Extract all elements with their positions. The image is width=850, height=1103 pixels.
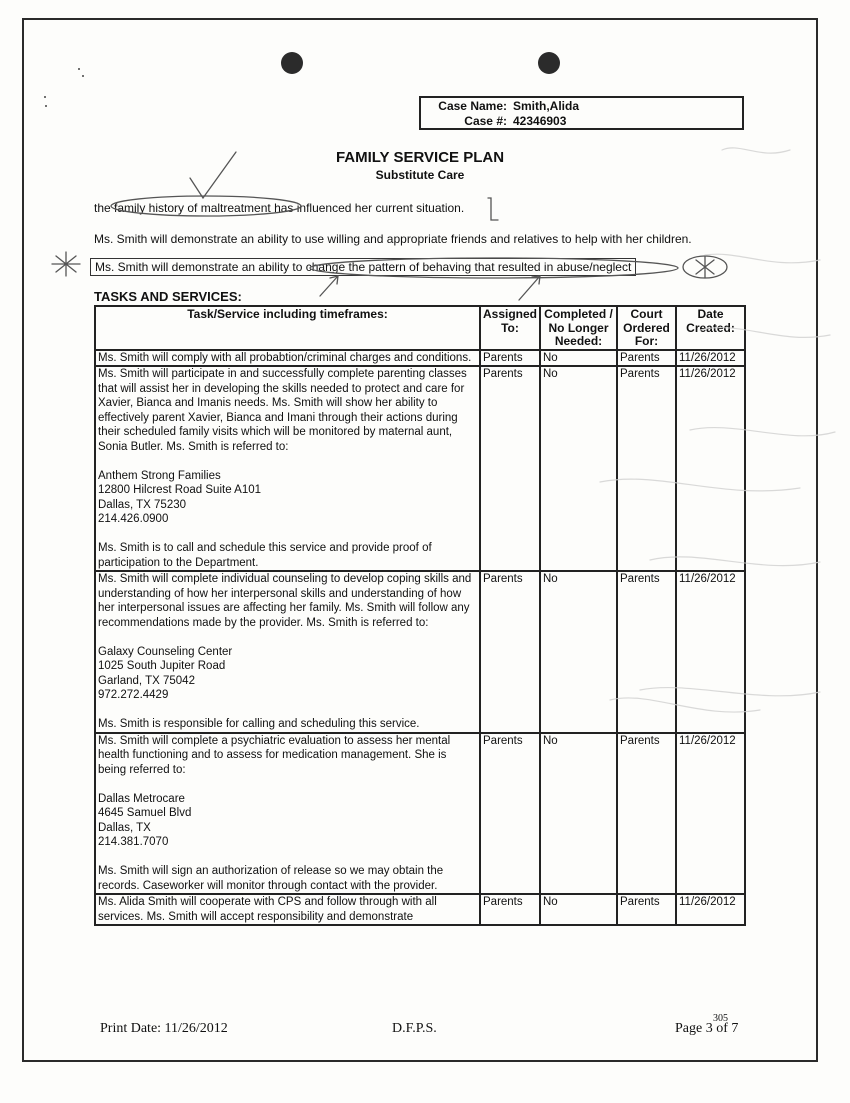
- body-line-friends-relatives: Ms. Smith will demonstrate an ability to use willing and appropriate friends and relatives to help with her children.: [94, 232, 692, 246]
- completed-cell: No: [540, 571, 617, 733]
- assigned-cell: Parents: [480, 571, 540, 733]
- court-cell: Parents: [617, 894, 676, 925]
- table-row: [95, 571, 745, 733]
- task-cell: Ms. Smith will complete a psychiatric evaluation to assess her mental health functioning and to assess for medication management. She is being referred to: Dallas Metrocare 4645 Samuel Blvd Dallas, TX 214.381.7070 Ms. Smith will sign an authorization of release so we may obtain the records. Caseworker will monitor through contact with the provider.: [95, 733, 480, 895]
- assigned-cell: Parents: [480, 894, 540, 925]
- section-heading-tasks: TASKS AND SERVICES:: [94, 289, 242, 304]
- punch-hole-left: [281, 52, 303, 74]
- completed-cell: No: [540, 894, 617, 925]
- date-cell: 11/26/2012: [676, 350, 745, 367]
- table-header-row: [95, 306, 745, 350]
- table-row: [95, 733, 745, 895]
- scan-speck: [82, 75, 84, 77]
- document-title: FAMILY SERVICE PLAN: [335, 149, 505, 166]
- case-name-label: Case Name:: [438, 99, 507, 113]
- footer-print-date: Print Date: 11/26/2012: [100, 1021, 228, 1036]
- col-header-court-ordered: Court Ordered For:: [617, 306, 676, 350]
- col-header-completed: Completed / No Longer Needed:: [540, 306, 617, 350]
- bates-stamp-number: 305: [713, 1013, 728, 1024]
- case-info-box: [419, 96, 744, 130]
- case-name-value: Smith,Alida: [513, 99, 580, 113]
- col-header-assigned: Assigned To:: [480, 306, 540, 350]
- tasks-table: [94, 305, 746, 926]
- date-cell: 11/26/2012: [676, 894, 745, 925]
- scan-speck: [45, 105, 47, 107]
- col-header-task: Task/Service including timeframes:: [95, 306, 480, 350]
- court-cell: Parents: [617, 366, 676, 571]
- assigned-cell: Parents: [480, 350, 540, 367]
- task-cell: Ms. Smith will complete individual counseling to develop coping skills and understanding of how her interpersonal skills and understanding of how her interpersonal issues are affecting her family. Ms. Smith will follow any recommendations made by the provider. Ms. Smith is referred to: Galaxy Counseling Center 1025 South Jupiter Road Garland, TX 75042 972.272.4429 Ms. Smith is responsible for calling and scheduling this service.: [95, 571, 480, 733]
- date-cell: 11/26/2012: [676, 733, 745, 895]
- scan-speck: [78, 68, 80, 70]
- court-cell: Parents: [617, 571, 676, 733]
- court-cell: Parents: [617, 733, 676, 895]
- scan-speck: [44, 96, 46, 98]
- col-header-date-created: Date Created:: [676, 306, 745, 350]
- footer-page-number: Page 3 of 7: [675, 1021, 739, 1036]
- body-line-maltreatment: the family history of maltreatment has influenced her current situation.: [94, 201, 465, 215]
- completed-cell: No: [540, 350, 617, 367]
- date-cell: 11/26/2012: [676, 366, 745, 571]
- case-number-value: 42346903: [513, 114, 567, 128]
- task-cell: Ms. Smith will comply with all probabtion/criminal charges and conditions.: [95, 350, 480, 367]
- document-subtitle: Substitute Care: [375, 168, 465, 182]
- task-cell: Ms. Smith will participate in and successfully complete parenting classes that will assist her in developing the skills needed to protect and care for Xavier, Bianca and Imanis needs. Ms. Smith will show her ability to effectively parent Xavier, Bianca and Imani through their actions during their scheduled family visits which will be monitored by maternal aunt, Sonia Butler. Ms. Smith is referred to: Anthem Strong Families 12800 Hilcrest Road Suite A101 Dallas, TX 75230 214.426.0900 Ms. Smith is to call and schedule this service and provide proof of participation to the Department.: [95, 366, 480, 571]
- court-cell: Parents: [617, 350, 676, 367]
- table-row: [95, 366, 745, 571]
- completed-cell: No: [540, 733, 617, 895]
- date-cell: 11/26/2012: [676, 571, 745, 733]
- completed-cell: No: [540, 366, 617, 571]
- assigned-cell: Parents: [480, 733, 540, 895]
- punch-hole-right: [538, 52, 560, 74]
- table-row: [95, 894, 745, 925]
- table-row: [95, 350, 745, 367]
- footer-agency: D.F.P.S.: [392, 1021, 437, 1036]
- body-line-change-pattern: Ms. Smith will demonstrate an ability to change the pattern of behaving that resulted in abuse/neglect: [90, 260, 636, 274]
- case-number-label: Case #:: [464, 114, 507, 128]
- task-cell: Ms. Alida Smith will cooperate with CPS and follow through with all services. Ms. Smith will accept responsibility and demonstrate: [95, 894, 480, 925]
- assigned-cell: Parents: [480, 366, 540, 571]
